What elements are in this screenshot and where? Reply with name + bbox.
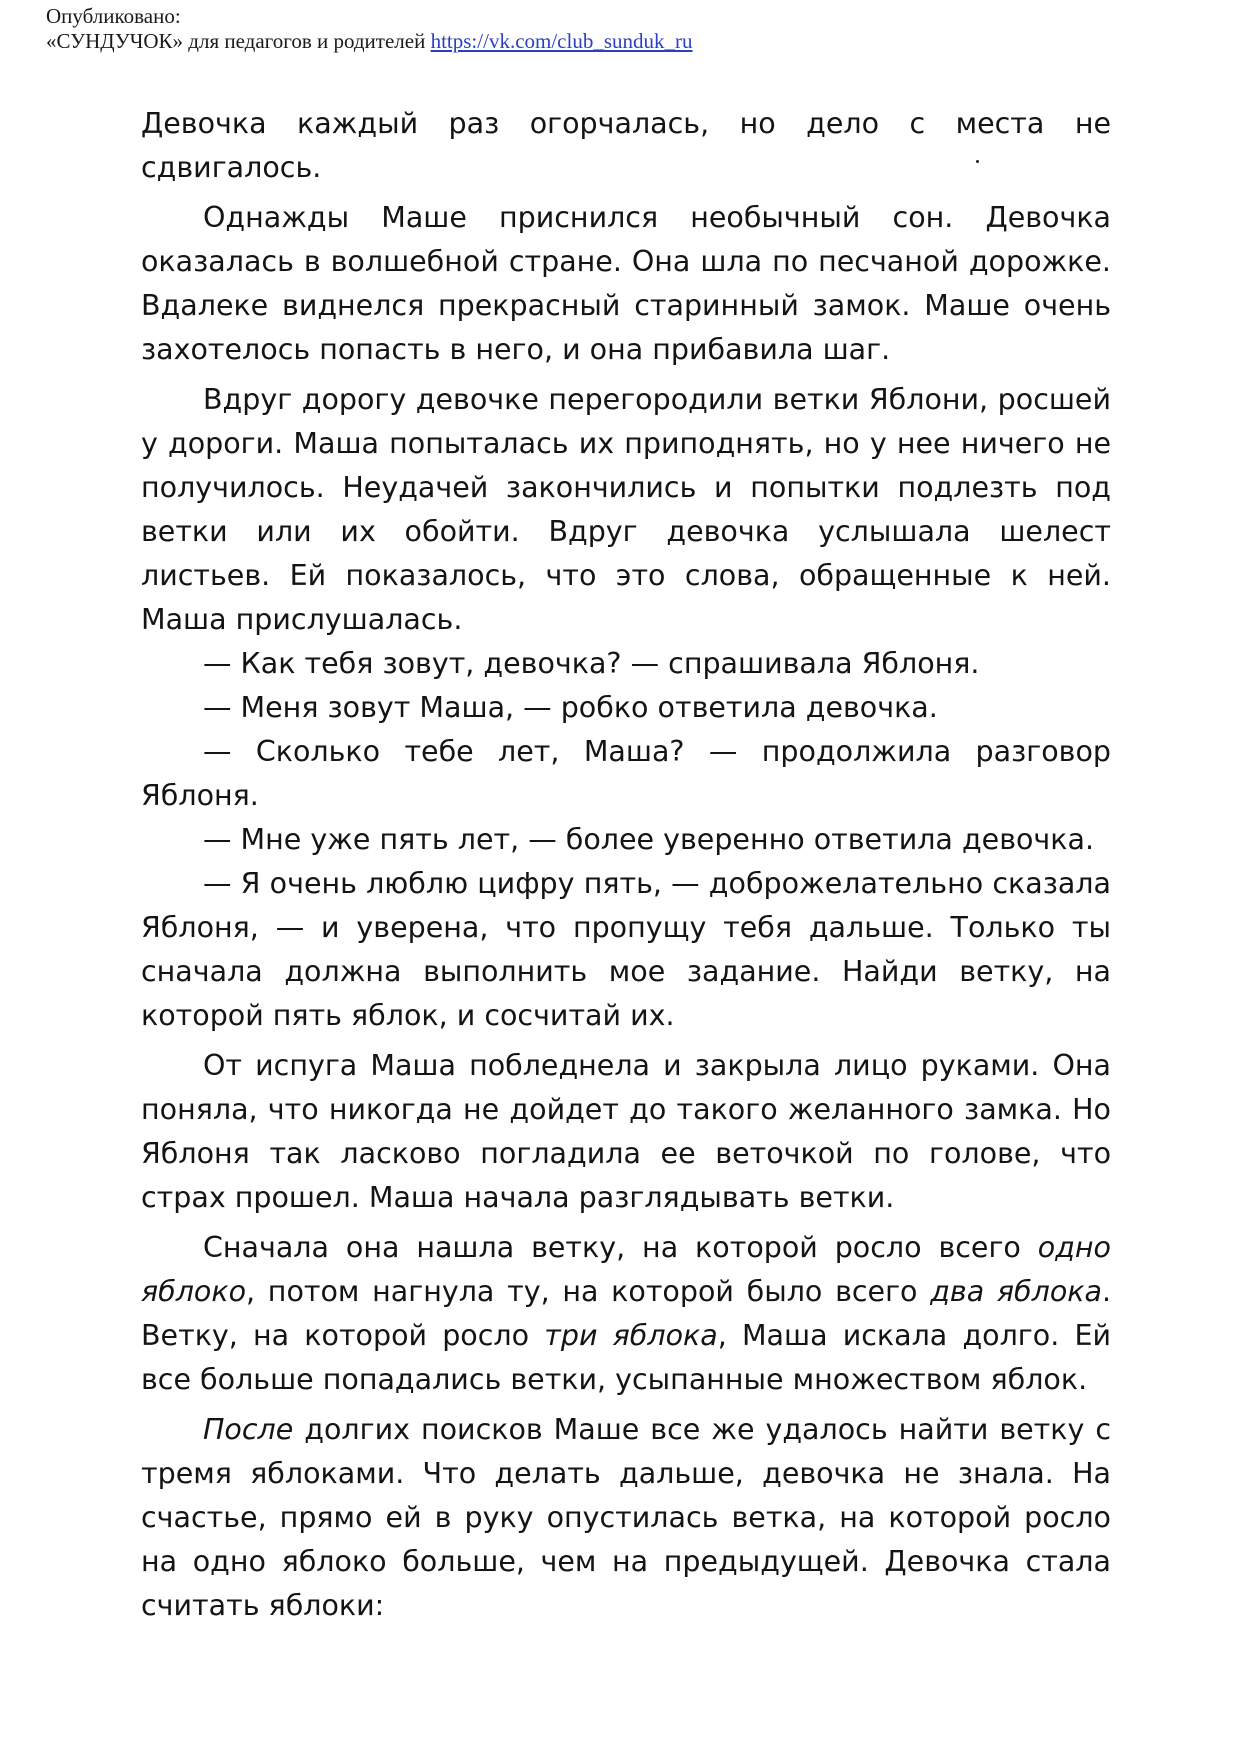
story-text [141, 102, 1111, 1628]
dialogue-line-5: — Я очень люблю цифру пять, — доброжелательно сказала Яблоня, — и уверена, что пропущу тебя дальше. Только ты сначала должна выполнить мое задание. Найди ветку, на которой пять яблок, и сосчитай их. [141, 867, 1111, 1032]
source-name: «СУНДУЧОК» для педагогов и родителей [46, 29, 426, 53]
p5-text-1: Сначала она нашла ветку, на которой росло всего [203, 1231, 1038, 1264]
p5-italic-two-apples: два яблока [930, 1275, 1102, 1308]
p5-italic-one-apple: одно яблоко [141, 1231, 1111, 1308]
paragraph-5 [141, 1226, 1111, 1402]
p5-text-3: . Ветку, на которой росло [141, 1275, 1112, 1352]
p5-text-4: , Маша искала долго. Ей все больше попадались ветки, усыпанные множеством яблок. [141, 1319, 1111, 1396]
publication-header [46, 4, 693, 54]
dialogue-line-1: — Как тебя зовут, девочка? — спрашивала Яблоня. [203, 647, 980, 680]
paragraph-3: Вдруг дорогу девочке перегородили ветки Яблони, росшей у дороги. Маша попыталась их приподнять, но у нее ничего не получилось. Неудачей закончились и попытки подлезть под ветки или их обойти. Вдруг девочка услышала шелест листьев. Ей показалось, что это слова, обращенные к ней. Маша прислушалась. [141, 383, 1111, 636]
p5-italic-three-apples: три яблока [544, 1319, 718, 1352]
p5-text-2: , потом нагнула ту, на которой было всего [246, 1275, 931, 1308]
dialogue-line-2: — Меня зовут Маша, — робко ответила девочка. [203, 691, 938, 724]
source-link[interactable]: https://vk.com/club_sunduk_ru [430, 29, 693, 53]
dialogue-line-4: — Мне уже пять лет, — более уверенно ответила девочка. [203, 823, 1095, 856]
p6-italic-after: После [203, 1413, 294, 1446]
p6-text-1: долгих поисков Маше все же удалось найти ветку с тремя яблоками. Что делать дальше, девочка не знала. На счастье, прямо ей в руку опустилась ветка, на которой росло на одно яблоко больше, чем на предыдущей. Девочка стала считать яблоки: [141, 1413, 1111, 1622]
paragraph-1: Девочка каждый раз огорчалась, но дело с места не сдвигалось. [141, 107, 1111, 184]
paragraph-4: От испуга Маша побледнела и закрыла лицо руками. Она поняла, что никогда не дойдет до такого желанного замка. Но Яблоня так ласково погладила ее веточкой по голове, что страх прошел. Маша начала разглядывать ветки. [141, 1049, 1111, 1214]
source-line [46, 29, 693, 54]
published-label: Опубликовано: [46, 4, 181, 28]
paragraph-6 [141, 1408, 1111, 1628]
paragraph-2: Однажды Маше приснился необычный сон. Девочка оказалась в волшебной стране. Она шла по песчаной дорожке. Вдалеке виднелся прекрасный старинный замок. Маше очень захотелось попасть в него, и она прибавила шаг. [141, 201, 1111, 366]
dialogue-line-3: — Сколько тебе лет, Маша? — продолжила разговор Яблоня. [141, 735, 1111, 812]
